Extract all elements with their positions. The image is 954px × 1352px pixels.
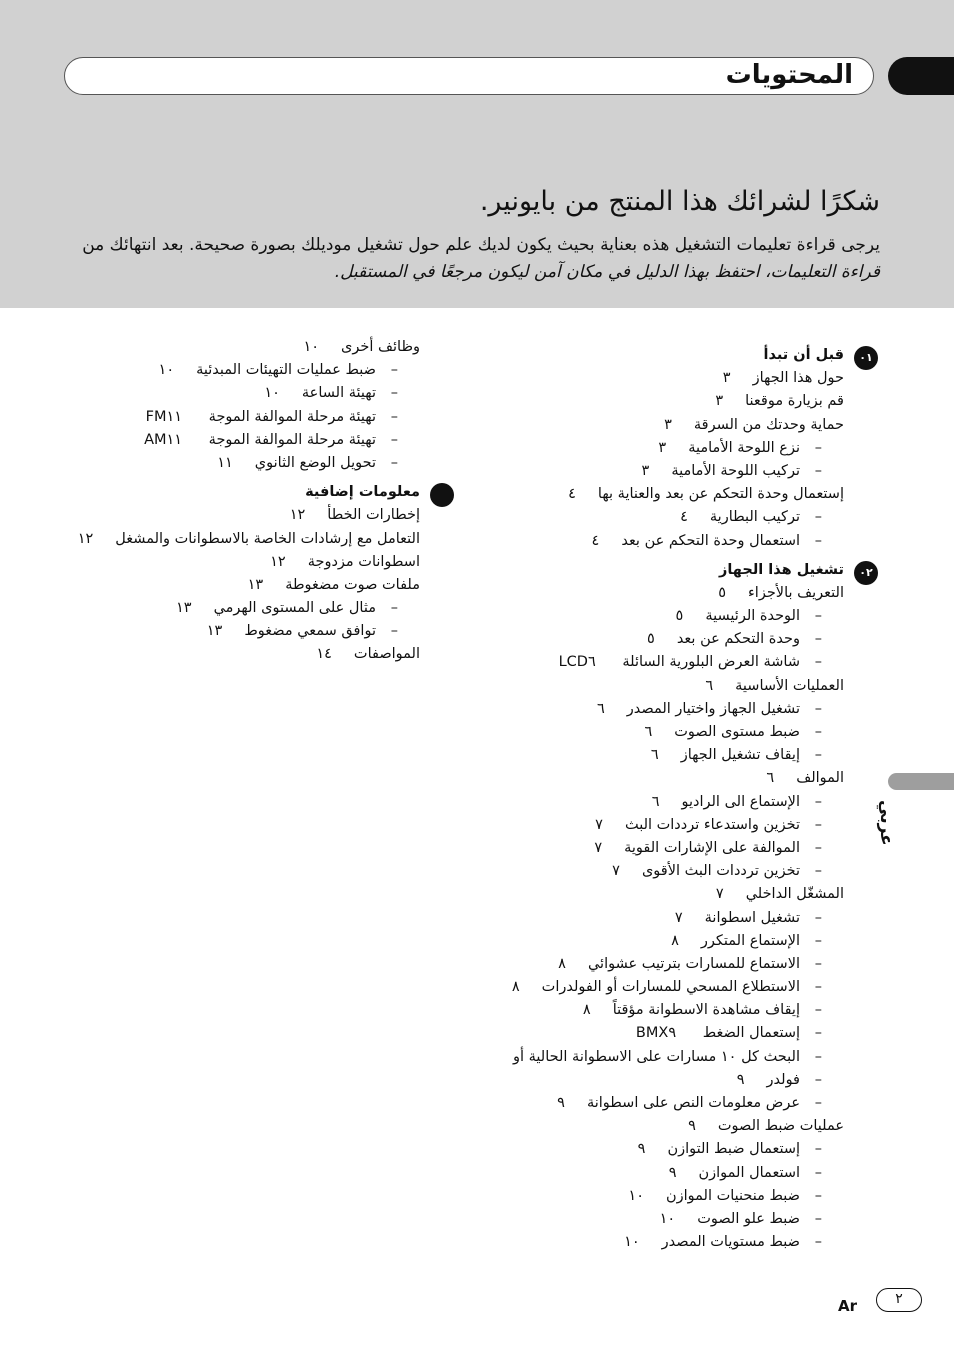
toc-entry-title: شاشة العرض البلورية السائلة LCD bbox=[558, 654, 800, 671]
toc-entry bbox=[484, 837, 844, 860]
toc-entry-title: حماية وحدتك من السرقة bbox=[693, 416, 844, 433]
toc-entry-title: الموالفة على الإشارات القوية bbox=[624, 839, 800, 856]
toc-page-number: ٦ bbox=[651, 793, 660, 810]
toc-entry bbox=[60, 643, 420, 666]
toc-entry bbox=[484, 1231, 844, 1254]
toc-entry bbox=[484, 605, 844, 628]
toc-section-heading bbox=[60, 481, 420, 504]
toc-entry bbox=[60, 382, 420, 405]
toc-entry bbox=[484, 698, 844, 721]
intro-text: يرجى قراءة تعليمات التشغيل هذه بعناية بحيث يكون لديك علم حول تشغيل موديلك بصورة صحيحة. بعد انتهائك من bbox=[82, 235, 880, 255]
toc-entry bbox=[484, 930, 844, 953]
toc-page-number: ٧ bbox=[674, 909, 683, 926]
toc-entry-title: الإستماع الى الراديو bbox=[681, 793, 800, 810]
toc-entry-title: البحث كل ١٠ مسارات على الاسطوانة الحالية أو bbox=[513, 1048, 800, 1065]
toc-page-number: ٧ bbox=[612, 863, 620, 880]
toc-page-number: ١١ bbox=[166, 431, 183, 448]
toc-entry-title: تخزين ترددات البث الأقوى bbox=[641, 863, 800, 880]
toc-page-number: ٤ bbox=[591, 532, 600, 549]
toc-page-number: ٦ bbox=[705, 677, 714, 694]
toc-entry bbox=[60, 574, 420, 597]
toc-entry-title: قم بزيارة موقعنا bbox=[745, 393, 844, 410]
toc-page-number: ١٤ bbox=[316, 646, 332, 663]
toc-entry bbox=[484, 414, 844, 437]
toc-page-number: ٣ bbox=[641, 462, 650, 479]
toc-entry-title: ضبط مستويات المصدر bbox=[661, 1234, 800, 1251]
toc-page-number: ٥ bbox=[718, 584, 726, 601]
toc-page-number: ٩ bbox=[668, 1164, 677, 1181]
toc-entry-title: تهيئة مرحلة الموالفة الموجة FM bbox=[145, 408, 376, 425]
title-tab-marker bbox=[888, 57, 954, 95]
toc-entry bbox=[60, 429, 420, 452]
toc-entry-title: الإستماع المتكرر bbox=[700, 932, 800, 949]
toc-page-number: ١٠ bbox=[628, 1187, 644, 1204]
toc-page-number: ٨ bbox=[671, 932, 679, 949]
toc-entry bbox=[484, 367, 844, 390]
section-number-badge: ٠١ bbox=[854, 346, 878, 370]
toc-entry-title: نزع اللوحة الأمامية bbox=[688, 439, 800, 456]
toc-entry-title: استعمال وحدة التحكم عن بعد bbox=[621, 532, 800, 549]
toc-page-number: ٩ bbox=[557, 1095, 565, 1111]
toc-entry bbox=[60, 452, 420, 475]
toc-page-number: ١١ bbox=[166, 408, 183, 425]
title-bar bbox=[64, 57, 874, 95]
toc-left-column bbox=[60, 336, 420, 667]
toc-page-number: ٥ bbox=[647, 631, 655, 648]
toc-page-number: ٩ bbox=[637, 1141, 646, 1158]
toc-entry bbox=[484, 907, 844, 930]
toc-page-number: ٧ bbox=[715, 886, 724, 903]
toc-entry-title: تشغيل هذا الجهاز bbox=[719, 561, 844, 578]
toc-page-number: ٨ bbox=[558, 955, 566, 972]
toc-entry bbox=[484, 976, 844, 999]
toc-entry bbox=[484, 460, 844, 483]
toc-page-number: ٣ bbox=[722, 370, 731, 387]
toc-entry bbox=[60, 504, 420, 527]
toc-entry-title: تحويل الوضع الثانوي bbox=[254, 454, 376, 471]
toc-page-number: ٩ bbox=[668, 1025, 677, 1042]
toc-page-number: ٦ bbox=[650, 747, 659, 764]
thanks-heading: شكرًا لشرائك هذا المنتج من بايونير. bbox=[479, 186, 880, 217]
footer-language: Ar bbox=[838, 1297, 858, 1315]
toc-entry-title: ضبط عمليات التهيئات المبدئية bbox=[196, 362, 376, 379]
toc-entry-title: تهيئة الساعة bbox=[301, 385, 376, 402]
toc-entry bbox=[484, 721, 844, 744]
toc-entry bbox=[60, 406, 420, 429]
toc-entry-title: إستعمال الضغط BMX bbox=[635, 1025, 800, 1042]
toc-page-number: ٩ bbox=[688, 1118, 696, 1135]
toc-entry-title: تهيئة مرحلة الموالفة الموجة AM bbox=[144, 431, 376, 448]
toc-page-number: ١٢ bbox=[270, 553, 286, 570]
toc-entry bbox=[484, 530, 844, 553]
toc-entry bbox=[484, 506, 844, 529]
toc-page-number: ١٠ bbox=[303, 339, 320, 355]
toc-entry bbox=[484, 1115, 844, 1138]
toc-page-number: ٦ bbox=[587, 654, 596, 671]
language-side-label: عربي bbox=[876, 800, 896, 846]
toc-entry-title: الموالف bbox=[796, 770, 844, 787]
toc-entry bbox=[484, 767, 844, 790]
toc-entry-title: الاستماع للمسارات بترتيب عشوائي bbox=[587, 955, 800, 972]
toc-page-number: ١٠ bbox=[659, 1210, 676, 1227]
toc-page-number: ١٣ bbox=[247, 576, 264, 593]
toc-page-number: ١٢ bbox=[289, 507, 306, 524]
toc-page-number: ٤ bbox=[680, 509, 688, 526]
section-number-badge bbox=[430, 483, 454, 507]
intro-italic-text: قراءة التعليمات، احتفظ بهذا الدليل في مكان آمن ليكون مرجعًا في المستقبل. bbox=[334, 262, 880, 282]
toc-entry-title: معلومات إضافية bbox=[305, 484, 420, 501]
toc-page-number: ١١ bbox=[217, 454, 233, 471]
intro-paragraph bbox=[70, 232, 880, 286]
toc-entry-title: مثال على المستوى الهرمي bbox=[213, 600, 376, 617]
toc-page-number: ٦ bbox=[766, 770, 775, 787]
toc-entry bbox=[484, 1185, 844, 1208]
toc-entry-title: فولدر bbox=[766, 1071, 800, 1088]
toc-entry-title: ضبط مستوى الصوت bbox=[674, 724, 800, 740]
toc-entry-title: العمليات الأساسية bbox=[735, 677, 844, 694]
toc-section-heading bbox=[484, 559, 873, 582]
toc-entry-title: تخزين واستدعاء ترددات البث bbox=[624, 816, 800, 833]
toc-entry bbox=[60, 336, 420, 359]
toc-entry bbox=[484, 860, 844, 883]
toc-entry bbox=[484, 791, 844, 814]
toc-entry-title: توافق سمعي مضغوط bbox=[244, 623, 376, 640]
toc-entry bbox=[484, 1208, 844, 1231]
toc-entry bbox=[484, 1092, 844, 1115]
toc-entry-title: الاستطلاع المسحي للمسارات أو الفولدرات bbox=[541, 979, 800, 996]
toc-page-number: ٧ bbox=[594, 839, 603, 856]
toc-entry bbox=[484, 1022, 844, 1045]
toc-entry-title: إخطارات الخطأ bbox=[327, 507, 420, 524]
toc-entry-title: ضبط علو الصوت bbox=[697, 1210, 800, 1227]
toc-page-number: ٨ bbox=[511, 979, 520, 996]
toc-page-number: ٣ bbox=[658, 439, 667, 456]
toc-page-number: ١٣ bbox=[206, 623, 223, 640]
toc-entry-title: تركيب اللوحة الأمامية bbox=[671, 462, 800, 479]
toc-entry bbox=[60, 597, 420, 620]
toc-entry bbox=[484, 582, 844, 605]
toc-page-number: ٥ bbox=[675, 608, 684, 625]
toc-page-number: ١٣ bbox=[175, 600, 192, 617]
toc-entry bbox=[60, 620, 420, 643]
toc-page-number: ١٠ bbox=[264, 385, 280, 402]
toc-entry-title: إيقاف تشغيل الجهاز bbox=[680, 747, 800, 764]
toc-entry-title: عرض معلومات النص على اسطوانة bbox=[586, 1095, 800, 1111]
toc-entry-title: تركيب البطارية bbox=[709, 509, 800, 526]
toc-page-number: ٦ bbox=[644, 724, 653, 740]
toc-entry bbox=[484, 953, 844, 976]
toc-page-number: ٨ bbox=[582, 1002, 591, 1019]
footer-page-number: ٢ bbox=[876, 1288, 922, 1312]
toc-entry-title: إيقاف مشاهدة الاسطوانة مؤقتاً bbox=[612, 1002, 800, 1019]
toc-entry-title: قبل أن تبدأ bbox=[763, 347, 844, 363]
toc-entry bbox=[484, 1138, 844, 1161]
toc-page-number: ٤ bbox=[568, 486, 576, 503]
toc-section-heading bbox=[484, 344, 873, 367]
page-title: المحتويات bbox=[725, 60, 853, 90]
toc-entry-title: حول هذا الجهاز bbox=[752, 370, 844, 387]
toc-entry-title: إستعمال ضبط التوازن bbox=[667, 1141, 800, 1158]
toc-entry-title: المواصفات bbox=[353, 646, 420, 663]
toc-entry-title: التعريف بالأجزاء bbox=[747, 584, 844, 601]
toc-entry-title: تشغيل اسطوانة bbox=[704, 909, 800, 926]
toc-entry bbox=[484, 675, 844, 698]
toc-entry bbox=[484, 390, 844, 413]
toc-page-number: ٧ bbox=[595, 816, 603, 833]
toc-entry bbox=[484, 628, 844, 651]
toc-entry bbox=[60, 359, 420, 382]
toc-entry bbox=[484, 651, 844, 674]
toc-entry-title: وحدة التحكم عن بعد bbox=[676, 631, 800, 648]
toc-page-number: ١٠ bbox=[158, 362, 175, 379]
toc-entry bbox=[484, 483, 844, 506]
toc-entry bbox=[484, 744, 844, 767]
toc-page-number: ٩ bbox=[736, 1071, 745, 1088]
toc-entry bbox=[60, 551, 420, 574]
toc-entry-title: المشغّل الداخلي bbox=[745, 886, 844, 903]
toc-entry bbox=[60, 528, 420, 551]
toc-entry-title: تشغيل الجهاز واختيار المصدر bbox=[626, 700, 800, 717]
toc-page-number: ١٢ bbox=[77, 530, 94, 547]
toc-entry bbox=[484, 1162, 844, 1185]
toc-page-number: ٦ bbox=[596, 700, 605, 717]
toc-right-column bbox=[484, 338, 873, 1254]
section-number-badge: ٠٢ bbox=[854, 561, 878, 585]
toc-entry bbox=[484, 814, 844, 837]
toc-entry-title: الوحدة الرئيسية bbox=[705, 608, 800, 625]
toc-page-number: ٣ bbox=[715, 393, 724, 410]
toc-entry bbox=[484, 437, 844, 460]
toc-entry-title: ضبط منحنيات الموازن bbox=[666, 1187, 800, 1204]
toc-entry-title: عمليات ضبط الصوت bbox=[717, 1118, 844, 1135]
toc-entry-title: اسطوانات مزدوجة bbox=[307, 553, 420, 570]
toc-entry bbox=[484, 1069, 844, 1092]
toc-entry bbox=[484, 883, 844, 906]
toc-entry-title: ملفات صوت مضغوطة bbox=[285, 576, 420, 593]
toc-entry-title: إستعمال وحدة التحكم عن بعد والعناية بها bbox=[597, 486, 844, 503]
language-side-tab bbox=[888, 773, 954, 790]
toc-entry bbox=[484, 999, 844, 1022]
toc-entry-title: التعامل مع إرشادات الخاصة بالاسطوانات والمشغل bbox=[115, 530, 420, 547]
toc-entry bbox=[484, 1046, 844, 1069]
toc-page-number: ١٠ bbox=[624, 1234, 640, 1251]
toc-entry-title: استعمال الموازن bbox=[698, 1164, 800, 1181]
toc-page-number: ٣ bbox=[664, 416, 672, 433]
toc-entry-title: وظائف أخرى bbox=[341, 339, 420, 355]
